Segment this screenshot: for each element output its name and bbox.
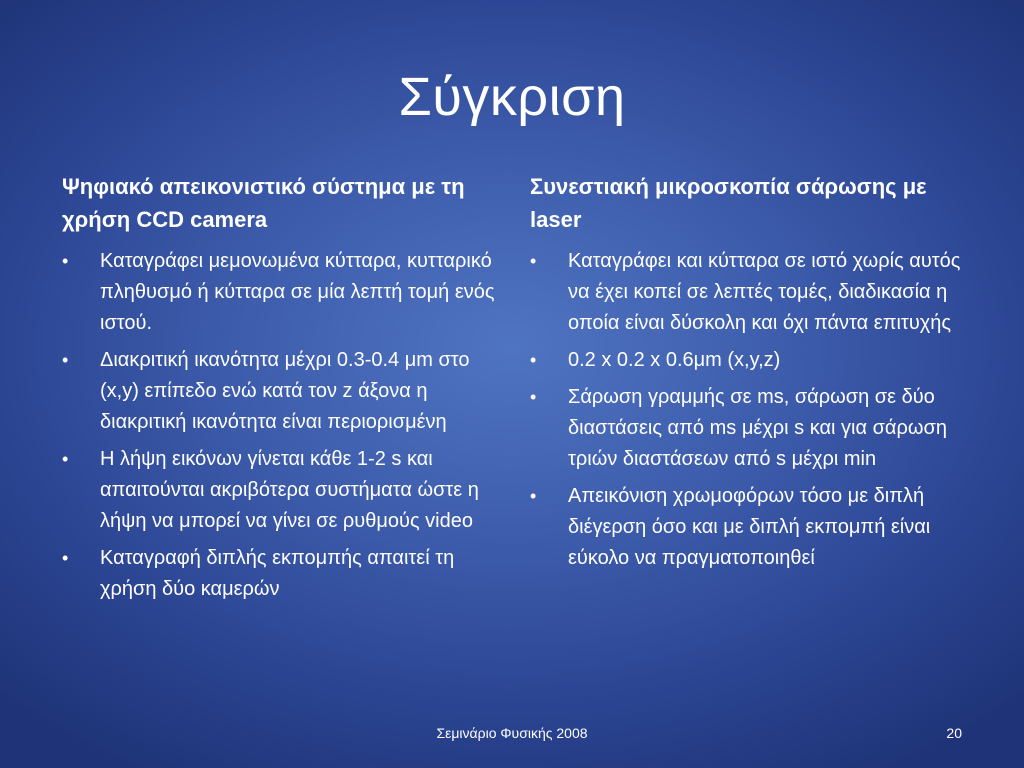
bullet-icon: • xyxy=(530,350,537,370)
left-bullet-item xyxy=(62,246,502,339)
right-column xyxy=(530,170,970,580)
bullet-icon: • xyxy=(530,387,537,407)
left-column xyxy=(62,170,502,611)
slide-number: 20 xyxy=(946,725,962,741)
bullet-text: Καταγράφει μεμονωμένα κύτταρα, κυτταρικό πληθυσμό ή κύτταρα σε μία λεπτή τομή ενός ιστού. xyxy=(100,250,495,334)
bullet-text: Απεικόνιση χρωμοφόρων τόσο με διπλή διέγερση όσο και με διπλή εκπομπή είναι εύκολο να πραγματοποιηθεί xyxy=(568,485,931,569)
left-bullet-item xyxy=(62,345,502,438)
right-bullet-item xyxy=(530,481,970,574)
bullet-icon: • xyxy=(530,251,537,271)
bullet-icon: • xyxy=(62,350,69,370)
right-column-heading: Συνεστιακή μικροσκοπία σάρωσης με laser xyxy=(530,174,927,232)
bullet-icon: • xyxy=(62,251,69,271)
bullet-text: Σάρωση γραμμής σε ms, σάρωση σε δύο διαστάσεις από ms μέχρι s και για σάρωση τριών διαστάσεων από s μέχρι min xyxy=(568,386,947,470)
bullet-text: Καταγράφει και κύτταρα σε ιστό χωρίς αυτός να έχει κοπεί σε λεπτές τομές, διαδικασία η οποία είναι δύσκολη και όχι πάντα επιτυχής xyxy=(568,250,961,334)
bullet-icon: • xyxy=(530,486,537,506)
right-bullet-item xyxy=(530,345,970,376)
bullet-icon: • xyxy=(62,449,69,469)
right-bullet-list xyxy=(530,246,970,574)
right-bullet-item xyxy=(530,246,970,339)
left-bullet-item xyxy=(62,444,502,537)
right-bullet-item xyxy=(530,382,970,475)
bullet-text: Καταγραφή διπλής εκπομπής απαιτεί τη χρήση δύο καμερών xyxy=(100,547,455,600)
bullet-icon: • xyxy=(62,548,69,568)
left-bullet-item xyxy=(62,543,502,605)
bullet-text: 0.2 x 0.2 x 0.6μm (x,y,z) xyxy=(568,349,781,371)
bullet-text: Διακριτική ικανότητα μέχρι 0.3-0.4 μm στο (x,y) επίπεδο ενώ κατά τον z άξονα η διακριτική ικανότητα είναι περιορισμένη xyxy=(100,349,470,433)
left-column-heading: Ψηφιακό απεικονιστικό σύστημα με τη χρήση CCD camera xyxy=(62,174,465,232)
left-bullet-list xyxy=(62,246,502,605)
bullet-text: Η λήψη εικόνων γίνεται κάθε 1-2 s και απαιτούνται ακριβότερα συστήματα ώστε η λήψη να μπορεί να γίνει σε ρυθμούς video xyxy=(100,448,479,532)
slide-title: Σύγκριση xyxy=(398,67,626,127)
footer-text: Σεμινάριο Φυσικής 2008 xyxy=(436,725,588,741)
